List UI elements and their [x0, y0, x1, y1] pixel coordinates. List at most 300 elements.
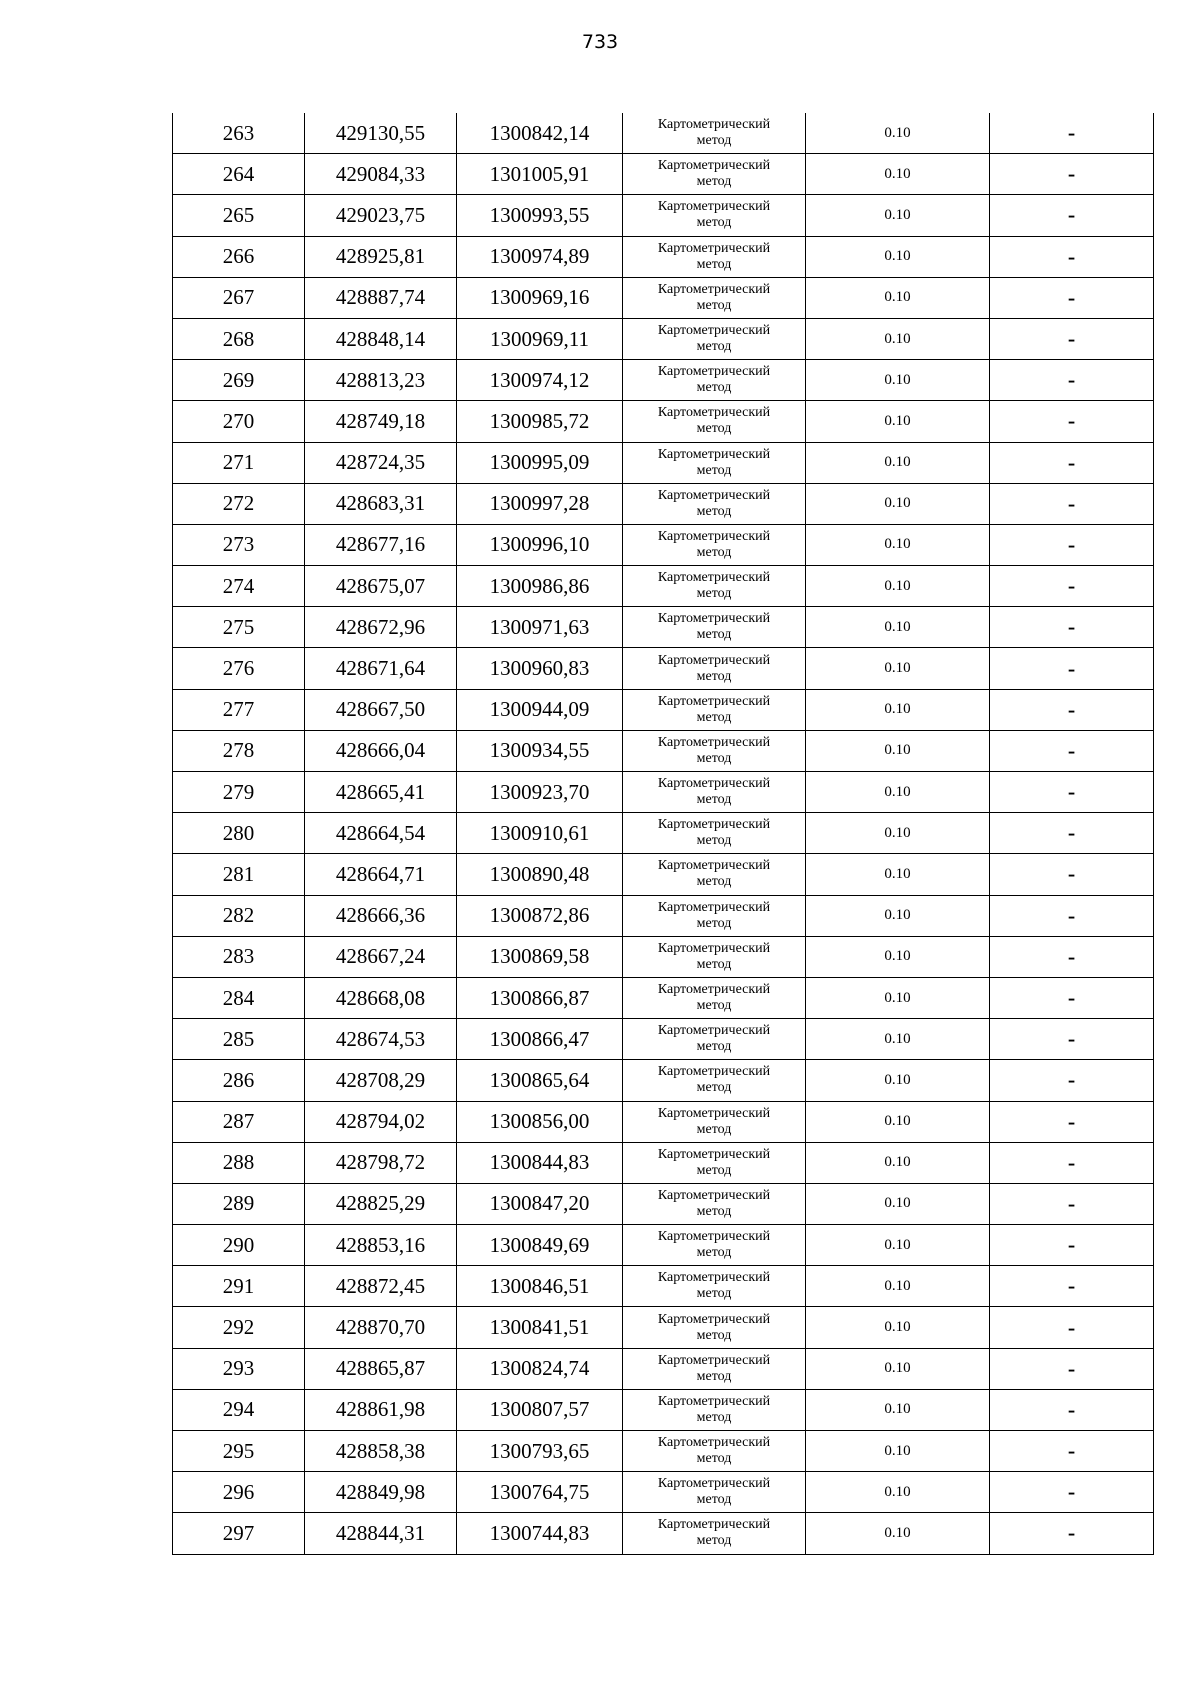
- x-coordinate-cell: 428667,50: [305, 689, 457, 730]
- accuracy-cell: 0.10: [806, 360, 990, 401]
- point-number-cell: 276: [173, 648, 305, 689]
- y-coordinate-cell: 1300807,57: [457, 1389, 623, 1430]
- method-line-2: метод: [696, 1492, 732, 1508]
- y-coordinate-cell: 1300923,70: [457, 772, 623, 813]
- x-coordinate-cell: 428925,81: [305, 236, 457, 277]
- method-cell: [623, 977, 806, 1018]
- y-coordinate-cell: 1300934,55: [457, 730, 623, 771]
- point-number-cell: 279: [173, 772, 305, 813]
- table-row: [173, 113, 1154, 154]
- accuracy-cell: 0.10: [806, 277, 990, 318]
- point-number-cell: 287: [173, 1101, 305, 1142]
- table-row: [173, 648, 1154, 689]
- table-row: [173, 730, 1154, 771]
- accuracy-cell: 0.10: [806, 1183, 990, 1224]
- note-cell: -: [990, 689, 1154, 730]
- y-coordinate-cell: 1300969,16: [457, 277, 623, 318]
- method-line-1: Картометрический: [657, 817, 771, 833]
- table-row: [173, 195, 1154, 236]
- accuracy-cell: 0.10: [806, 1142, 990, 1183]
- y-coordinate-cell: 1300764,75: [457, 1472, 623, 1513]
- method-line-2: метод: [696, 174, 732, 190]
- table-row: [173, 277, 1154, 318]
- method-line-1: Картометрический: [657, 1393, 771, 1409]
- method-cell: [623, 401, 806, 442]
- x-coordinate-cell: 429023,75: [305, 195, 457, 236]
- x-coordinate-cell: 428844,31: [305, 1513, 457, 1554]
- method-line-1: Картометрический: [657, 1146, 771, 1162]
- point-number-cell: 277: [173, 689, 305, 730]
- x-coordinate-cell: 428870,70: [305, 1307, 457, 1348]
- method-line-1: Картометрический: [657, 158, 771, 174]
- method-cell: [623, 607, 806, 648]
- note-cell: -: [990, 195, 1154, 236]
- method-line-1: Картометрический: [657, 1476, 771, 1492]
- point-number-cell: 268: [173, 318, 305, 359]
- point-number-cell: 275: [173, 607, 305, 648]
- method-line-1: Картометрический: [657, 611, 771, 627]
- x-coordinate-cell: 428853,16: [305, 1225, 457, 1266]
- note-cell: -: [990, 483, 1154, 524]
- point-number-cell: 264: [173, 154, 305, 195]
- note-cell: -: [990, 854, 1154, 895]
- note-cell: -: [990, 318, 1154, 359]
- y-coordinate-cell: 1300971,63: [457, 607, 623, 648]
- point-number-cell: 290: [173, 1225, 305, 1266]
- point-number-cell: 289: [173, 1183, 305, 1224]
- y-coordinate-cell: 1300993,55: [457, 195, 623, 236]
- method-line-1: Картометрический: [657, 1517, 771, 1533]
- method-line-1: Картометрический: [657, 487, 771, 503]
- table-row: [173, 895, 1154, 936]
- table-row: [173, 772, 1154, 813]
- note-cell: -: [990, 648, 1154, 689]
- method-line-1: Картометрический: [657, 446, 771, 462]
- y-coordinate-cell: 1300872,86: [457, 895, 623, 936]
- note-cell: -: [990, 1019, 1154, 1060]
- accuracy-cell: 0.10: [806, 195, 990, 236]
- method-line-1: Картометрический: [657, 1311, 771, 1327]
- method-line-2: метод: [696, 998, 732, 1014]
- method-line-2: метод: [696, 1162, 732, 1178]
- method-cell: [623, 1101, 806, 1142]
- method-line-1: Картометрический: [657, 1435, 771, 1451]
- note-cell: -: [990, 1431, 1154, 1472]
- method-cell: [623, 1266, 806, 1307]
- method-cell: [623, 195, 806, 236]
- method-line-2: метод: [696, 256, 732, 272]
- method-cell: [623, 1513, 806, 1554]
- method-line-1: Картометрический: [657, 652, 771, 668]
- method-line-2: метод: [696, 750, 732, 766]
- table-row: [173, 977, 1154, 1018]
- point-number-cell: 281: [173, 854, 305, 895]
- y-coordinate-cell: 1300974,89: [457, 236, 623, 277]
- point-number-cell: 271: [173, 442, 305, 483]
- method-line-1: Картометрический: [657, 1023, 771, 1039]
- accuracy-cell: 0.10: [806, 1019, 990, 1060]
- note-cell: -: [990, 360, 1154, 401]
- method-cell: [623, 1019, 806, 1060]
- table-row: [173, 483, 1154, 524]
- point-number-cell: 291: [173, 1266, 305, 1307]
- table-row: [173, 1389, 1154, 1430]
- method-cell: [623, 113, 806, 154]
- y-coordinate-cell: 1300847,20: [457, 1183, 623, 1224]
- method-cell: [623, 648, 806, 689]
- method-line-2: метод: [696, 874, 732, 890]
- point-number-cell: 265: [173, 195, 305, 236]
- method-line-2: метод: [696, 792, 732, 808]
- x-coordinate-cell: 428724,35: [305, 442, 457, 483]
- accuracy-cell: 0.10: [806, 1101, 990, 1142]
- page-number: 733: [581, 31, 619, 53]
- method-cell: [623, 1348, 806, 1389]
- method-cell: [623, 236, 806, 277]
- x-coordinate-cell: 428668,08: [305, 977, 457, 1018]
- method-line-2: метод: [696, 1121, 732, 1137]
- method-cell: [623, 1307, 806, 1348]
- y-coordinate-cell: 1300960,83: [457, 648, 623, 689]
- method-cell: [623, 1389, 806, 1430]
- note-cell: -: [990, 1513, 1154, 1554]
- method-line-1: Картометрический: [657, 364, 771, 380]
- y-coordinate-cell: 1300969,11: [457, 318, 623, 359]
- note-cell: -: [990, 730, 1154, 771]
- accuracy-cell: 0.10: [806, 813, 990, 854]
- x-coordinate-cell: 428667,24: [305, 936, 457, 977]
- x-coordinate-cell: 428825,29: [305, 1183, 457, 1224]
- method-line-1: Картометрический: [657, 199, 771, 215]
- accuracy-cell: 0.10: [806, 689, 990, 730]
- point-number-cell: 280: [173, 813, 305, 854]
- table-row: [173, 854, 1154, 895]
- method-line-2: метод: [696, 1039, 732, 1055]
- table-row: [173, 154, 1154, 195]
- y-coordinate-cell: 1300869,58: [457, 936, 623, 977]
- y-coordinate-cell: 1300841,51: [457, 1307, 623, 1348]
- point-number-cell: 278: [173, 730, 305, 771]
- accuracy-cell: 0.10: [806, 154, 990, 195]
- accuracy-cell: 0.10: [806, 1266, 990, 1307]
- method-line-2: метод: [696, 297, 732, 313]
- accuracy-cell: 0.10: [806, 854, 990, 895]
- method-line-2: метод: [696, 1203, 732, 1219]
- y-coordinate-cell: 1300986,86: [457, 566, 623, 607]
- method-line-1: Картометрический: [657, 405, 771, 421]
- x-coordinate-cell: 428672,96: [305, 607, 457, 648]
- method-line-1: Картометрический: [657, 1064, 771, 1080]
- point-number-cell: 294: [173, 1389, 305, 1430]
- method-line-1: Картометрический: [657, 117, 771, 133]
- accuracy-cell: 0.10: [806, 401, 990, 442]
- accuracy-cell: 0.10: [806, 648, 990, 689]
- method-line-2: метод: [696, 380, 732, 396]
- method-line-2: метод: [696, 1327, 732, 1343]
- method-line-2: метод: [696, 1245, 732, 1261]
- x-coordinate-cell: 428872,45: [305, 1266, 457, 1307]
- y-coordinate-cell: 1300846,51: [457, 1266, 623, 1307]
- table-row: [173, 936, 1154, 977]
- accuracy-cell: 0.10: [806, 977, 990, 1018]
- y-coordinate-cell: 1300944,09: [457, 689, 623, 730]
- method-line-2: метод: [696, 503, 732, 519]
- x-coordinate-cell: 429084,33: [305, 154, 457, 195]
- accuracy-cell: 0.10: [806, 318, 990, 359]
- accuracy-cell: 0.10: [806, 524, 990, 565]
- point-number-cell: 284: [173, 977, 305, 1018]
- method-line-2: метод: [696, 133, 732, 149]
- note-cell: -: [990, 1142, 1154, 1183]
- table-row: [173, 813, 1154, 854]
- method-line-1: Картометрический: [657, 240, 771, 256]
- note-cell: -: [990, 895, 1154, 936]
- accuracy-cell: 0.10: [806, 1348, 990, 1389]
- x-coordinate-cell: 428887,74: [305, 277, 457, 318]
- method-line-2: метод: [696, 1368, 732, 1384]
- y-coordinate-cell: 1300910,61: [457, 813, 623, 854]
- note-cell: -: [990, 1348, 1154, 1389]
- method-line-1: Картометрический: [657, 1352, 771, 1368]
- accuracy-cell: 0.10: [806, 772, 990, 813]
- y-coordinate-cell: 1300996,10: [457, 524, 623, 565]
- y-coordinate-cell: 1300866,87: [457, 977, 623, 1018]
- note-cell: -: [990, 1183, 1154, 1224]
- x-coordinate-cell: 428671,64: [305, 648, 457, 689]
- accuracy-cell: 0.10: [806, 483, 990, 524]
- y-coordinate-cell: 1300844,83: [457, 1142, 623, 1183]
- y-coordinate-cell: 1300995,09: [457, 442, 623, 483]
- method-line-1: Картометрический: [657, 1187, 771, 1203]
- x-coordinate-cell: 428664,54: [305, 813, 457, 854]
- note-cell: -: [990, 1060, 1154, 1101]
- method-line-2: метод: [696, 421, 732, 437]
- y-coordinate-cell: 1300974,12: [457, 360, 623, 401]
- table-row: [173, 1513, 1154, 1554]
- note-cell: -: [990, 401, 1154, 442]
- accuracy-cell: 0.10: [806, 1389, 990, 1430]
- method-cell: [623, 1183, 806, 1224]
- table-row: [173, 1472, 1154, 1513]
- table-row: [173, 236, 1154, 277]
- table-row: [173, 1431, 1154, 1472]
- x-coordinate-cell: 428666,04: [305, 730, 457, 771]
- note-cell: -: [990, 566, 1154, 607]
- accuracy-cell: 0.10: [806, 1225, 990, 1266]
- table-row: [173, 1142, 1154, 1183]
- point-number-cell: 297: [173, 1513, 305, 1554]
- table-row: [173, 401, 1154, 442]
- accuracy-cell: 0.10: [806, 607, 990, 648]
- method-line-2: метод: [696, 586, 732, 602]
- x-coordinate-cell: 428849,98: [305, 1472, 457, 1513]
- method-cell: [623, 895, 806, 936]
- method-line-2: метод: [696, 956, 732, 972]
- method-line-1: Картометрический: [657, 1270, 771, 1286]
- y-coordinate-cell: 1300890,48: [457, 854, 623, 895]
- method-line-2: метод: [696, 1533, 732, 1549]
- x-coordinate-cell: 428666,36: [305, 895, 457, 936]
- point-number-cell: 266: [173, 236, 305, 277]
- x-coordinate-cell: 428861,98: [305, 1389, 457, 1430]
- point-number-cell: 288: [173, 1142, 305, 1183]
- method-line-2: метод: [696, 1080, 732, 1096]
- table-row: [173, 566, 1154, 607]
- coordinates-table: [172, 113, 1154, 1555]
- y-coordinate-cell: 1300849,69: [457, 1225, 623, 1266]
- y-coordinate-cell: 1300793,65: [457, 1431, 623, 1472]
- point-number-cell: 263: [173, 113, 305, 154]
- method-line-2: метод: [696, 1409, 732, 1425]
- method-line-2: метод: [696, 627, 732, 643]
- x-coordinate-cell: 428665,41: [305, 772, 457, 813]
- table-row: [173, 1019, 1154, 1060]
- note-cell: -: [990, 277, 1154, 318]
- method-line-1: Картометрический: [657, 570, 771, 586]
- note-cell: -: [990, 524, 1154, 565]
- note-cell: -: [990, 1266, 1154, 1307]
- method-line-1: Картометрический: [657, 323, 771, 339]
- method-line-1: Картометрический: [657, 858, 771, 874]
- method-line-1: Картометрический: [657, 1229, 771, 1245]
- note-cell: -: [990, 1472, 1154, 1513]
- table-row: [173, 689, 1154, 730]
- x-coordinate-cell: 428798,72: [305, 1142, 457, 1183]
- method-cell: [623, 154, 806, 195]
- accuracy-cell: 0.10: [806, 895, 990, 936]
- method-line-2: метод: [696, 915, 732, 931]
- y-coordinate-cell: 1300985,72: [457, 401, 623, 442]
- method-cell: [623, 360, 806, 401]
- table-row: [173, 607, 1154, 648]
- note-cell: -: [990, 442, 1154, 483]
- point-number-cell: 270: [173, 401, 305, 442]
- table-row: [173, 1266, 1154, 1307]
- note-cell: -: [990, 236, 1154, 277]
- y-coordinate-cell: 1300865,64: [457, 1060, 623, 1101]
- method-line-1: Картометрический: [657, 776, 771, 792]
- point-number-cell: 292: [173, 1307, 305, 1348]
- method-cell: [623, 1142, 806, 1183]
- table-row: [173, 1307, 1154, 1348]
- method-line-2: метод: [696, 1286, 732, 1302]
- method-cell: [623, 689, 806, 730]
- note-cell: -: [990, 1101, 1154, 1142]
- note-cell: -: [990, 154, 1154, 195]
- method-cell: [623, 730, 806, 771]
- x-coordinate-cell: 428675,07: [305, 566, 457, 607]
- accuracy-cell: 0.10: [806, 566, 990, 607]
- table-row: [173, 1225, 1154, 1266]
- method-cell: [623, 1472, 806, 1513]
- accuracy-cell: 0.10: [806, 730, 990, 771]
- table-row: [173, 318, 1154, 359]
- x-coordinate-cell: 428664,71: [305, 854, 457, 895]
- y-coordinate-cell: 1300744,83: [457, 1513, 623, 1554]
- method-cell: [623, 1060, 806, 1101]
- method-cell: [623, 772, 806, 813]
- accuracy-cell: 0.10: [806, 1513, 990, 1554]
- y-coordinate-cell: 1301005,91: [457, 154, 623, 195]
- method-line-1: Картометрический: [657, 1105, 771, 1121]
- point-number-cell: 296: [173, 1472, 305, 1513]
- method-line-1: Картометрический: [657, 281, 771, 297]
- note-cell: -: [990, 607, 1154, 648]
- method-line-2: метод: [696, 1451, 732, 1467]
- y-coordinate-cell: 1300856,00: [457, 1101, 623, 1142]
- method-line-2: метод: [696, 215, 732, 231]
- point-number-cell: 274: [173, 566, 305, 607]
- y-coordinate-cell: 1300824,74: [457, 1348, 623, 1389]
- method-line-1: Картометрический: [657, 940, 771, 956]
- method-line-1: Картометрический: [657, 528, 771, 544]
- table-row: [173, 1183, 1154, 1224]
- coordinates-table-body: [173, 113, 1154, 1554]
- note-cell: -: [990, 1307, 1154, 1348]
- method-cell: [623, 1225, 806, 1266]
- point-number-cell: 269: [173, 360, 305, 401]
- point-number-cell: 285: [173, 1019, 305, 1060]
- method-line-2: метод: [696, 668, 732, 684]
- note-cell: -: [990, 977, 1154, 1018]
- method-line-1: Картометрический: [657, 734, 771, 750]
- method-cell: [623, 936, 806, 977]
- method-cell: [623, 854, 806, 895]
- accuracy-cell: 0.10: [806, 1307, 990, 1348]
- method-cell: [623, 442, 806, 483]
- method-line-2: метод: [696, 339, 732, 355]
- x-coordinate-cell: 428794,02: [305, 1101, 457, 1142]
- point-number-cell: 267: [173, 277, 305, 318]
- x-coordinate-cell: 428749,18: [305, 401, 457, 442]
- method-cell: [623, 524, 806, 565]
- method-cell: [623, 1431, 806, 1472]
- table-row: [173, 442, 1154, 483]
- x-coordinate-cell: 428677,16: [305, 524, 457, 565]
- x-coordinate-cell: 428858,38: [305, 1431, 457, 1472]
- table-row: [173, 524, 1154, 565]
- note-cell: -: [990, 1225, 1154, 1266]
- point-number-cell: 273: [173, 524, 305, 565]
- method-cell: [623, 813, 806, 854]
- method-cell: [623, 483, 806, 524]
- method-line-2: метод: [696, 544, 732, 560]
- y-coordinate-cell: 1300997,28: [457, 483, 623, 524]
- accuracy-cell: 0.10: [806, 1472, 990, 1513]
- point-number-cell: 293: [173, 1348, 305, 1389]
- method-line-2: метод: [696, 833, 732, 849]
- accuracy-cell: 0.10: [806, 236, 990, 277]
- method-line-2: метод: [696, 709, 732, 725]
- point-number-cell: 282: [173, 895, 305, 936]
- accuracy-cell: 0.10: [806, 1431, 990, 1472]
- method-line-1: Картометрический: [657, 693, 771, 709]
- point-number-cell: 272: [173, 483, 305, 524]
- note-cell: -: [990, 813, 1154, 854]
- note-cell: -: [990, 772, 1154, 813]
- point-number-cell: 295: [173, 1431, 305, 1472]
- method-cell: [623, 566, 806, 607]
- accuracy-cell: 0.10: [806, 113, 990, 154]
- y-coordinate-cell: 1300842,14: [457, 113, 623, 154]
- accuracy-cell: 0.10: [806, 936, 990, 977]
- x-coordinate-cell: 428708,29: [305, 1060, 457, 1101]
- point-number-cell: 283: [173, 936, 305, 977]
- x-coordinate-cell: 428813,23: [305, 360, 457, 401]
- accuracy-cell: 0.10: [806, 1060, 990, 1101]
- note-cell: -: [990, 113, 1154, 154]
- x-coordinate-cell: 429130,55: [305, 113, 457, 154]
